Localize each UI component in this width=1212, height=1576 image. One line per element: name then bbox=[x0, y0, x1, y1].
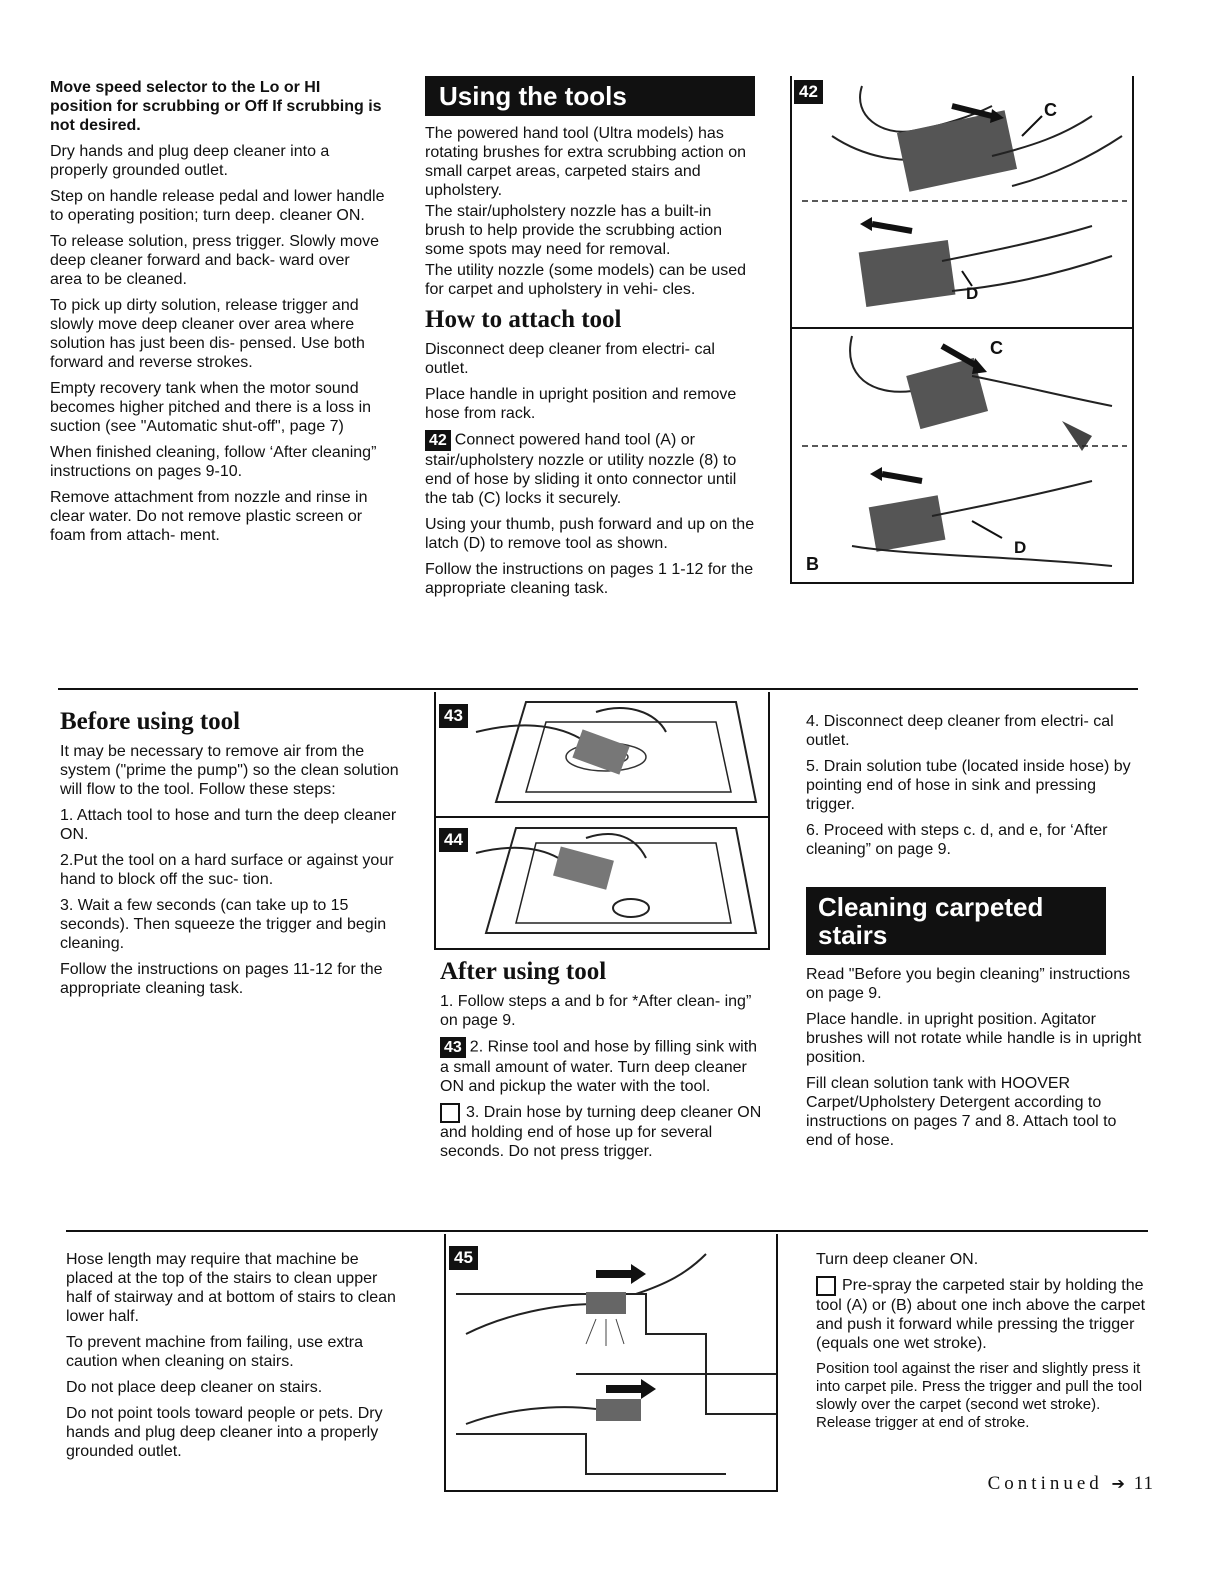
after-step-2-body: 2. Rinse tool and hose by filling sink with a small amount of water. Turn deep cleaner ON and pickup the water with the tool. bbox=[440, 1038, 758, 1095]
right-mid-column bbox=[806, 712, 1146, 1157]
figure-43 bbox=[434, 692, 770, 818]
figure-44-illustration bbox=[436, 818, 768, 948]
step-2-text: 2.Put the tool on a hard surface or against your hand to block off the suc- tion. bbox=[60, 852, 394, 888]
step-4-text: 4. Disconnect deep cleaner from electri- cal outlet. bbox=[806, 713, 1114, 749]
section-divider-2 bbox=[66, 1230, 1148, 1232]
after-using-tool-heading: After using tool bbox=[440, 958, 607, 985]
figure-45 bbox=[444, 1234, 778, 1492]
prevent-falling-text: To prevent machine from failing, use extra caution when cleaning on stairs. bbox=[66, 1334, 364, 1370]
plug-in-text: Dry hands and plug deep cleaner into a properly grounded outlet. bbox=[50, 143, 330, 179]
fig-42-ref-badge: 42 bbox=[425, 430, 451, 451]
prime-pump-text: It may be necessary to remove air from the system ("prime the pump") so the clean solution will flow to the tool. Follow these steps: bbox=[60, 743, 399, 798]
page-number: 11 bbox=[1133, 1473, 1154, 1494]
left-mid-column bbox=[60, 708, 400, 1005]
remove-attachment-text: Remove attachment from nozzle and rinse in clear water. Do not remove plastic screen or foam from attach- ment. bbox=[50, 489, 368, 544]
step-6-text: 6. Proceed with steps c. d, and e, for ‘After cleaning” on page 9. bbox=[806, 822, 1108, 858]
step-5-text: 5. Drain solution tube (located inside hose) by pointing end of hose in sink and pressing trigger. bbox=[806, 758, 1131, 813]
continued-label: Continued bbox=[987, 1473, 1103, 1494]
follow-instructions-text: Follow the instructions on pages 1 1-12 for the appropriate cleaning task. bbox=[425, 561, 754, 597]
fill-tank-text: Fill clean solution tank with HOOVER Carpet/Upholstery Detergent according to instructions on pages 7 and 8. Attach tool to end of hose. bbox=[806, 1075, 1117, 1149]
fig42-label-c2: C bbox=[990, 338, 1003, 358]
figure-45-number: 45 bbox=[449, 1246, 478, 1270]
figure-44 bbox=[434, 816, 770, 950]
after-step-2-text bbox=[440, 1037, 770, 1096]
release-solution-text: To release solution, press trigger. Slowly move deep cleaner forward and back- ward over area to be cleaned. bbox=[50, 233, 380, 288]
connect-tool-text bbox=[425, 430, 755, 508]
when-finished-text: When finished cleaning, follow ‘After cleaning” instructions on pages 9-10. bbox=[50, 444, 377, 480]
before-using-tool-heading: Before using tool bbox=[60, 708, 241, 735]
position-tool-text: Position tool against the riser and slightly press it into carpet pile. Press the trigger and pull the tool slowly over the carpet (second wet stroke). Release trigger at end of stroke. bbox=[816, 1360, 1143, 1431]
fig-44-ref-icon bbox=[440, 1103, 460, 1123]
page-footer bbox=[988, 1473, 1154, 1495]
figure-44-number: 44 bbox=[439, 828, 468, 852]
using-tools-banner: Using the tools bbox=[425, 76, 755, 116]
figure-42-illustration bbox=[792, 76, 1132, 582]
fig-43-ref-badge: 43 bbox=[440, 1037, 466, 1058]
disconnect-text: Disconnect deep cleaner from electri- cal outlet. bbox=[425, 341, 715, 377]
fig42-label-d2: D bbox=[1014, 538, 1027, 557]
latch-text: Using your thumb, push forward and up on the latch (D) to remove tool as shown. bbox=[425, 516, 755, 552]
read-before-text: Read "Before you begin cleaning” instructions on page 9. bbox=[806, 966, 1131, 1002]
mid-top-column bbox=[425, 76, 755, 605]
right-bot-column bbox=[816, 1250, 1146, 1439]
left-bot-column bbox=[66, 1250, 404, 1468]
do-not-place-text: Do not place deep cleaner on stairs. bbox=[66, 1379, 323, 1396]
turn-on-text: Turn deep cleaner ON. bbox=[816, 1251, 979, 1268]
figure-45-illustration bbox=[446, 1234, 776, 1490]
section-divider-1 bbox=[58, 688, 1138, 690]
cleaning-stairs-banner: Cleaning carpeted stairs bbox=[806, 887, 1106, 955]
fig42-label-b: B bbox=[806, 554, 819, 574]
follow-instructions-2-text: Follow the instructions on pages 11-12 for the appropriate cleaning task. bbox=[60, 961, 383, 997]
speed-selector-text: Move speed selector to the Lo or HI position for scrubbing or Off If scrubbing is not desired. bbox=[50, 79, 382, 134]
after-step-3-text bbox=[440, 1103, 770, 1161]
step-3-text: 3. Wait a few seconds (can take up to 15 seconds). Then squeeze the trigger and begin cleaning. bbox=[60, 897, 387, 952]
figure-42-number: 42 bbox=[794, 80, 823, 104]
pre-spray-text bbox=[816, 1276, 1146, 1353]
place-handle-2-text: Place handle. in upright position. Agitator brushes will not rotate while handle is in upright position. bbox=[806, 1011, 1142, 1066]
left-top-column bbox=[50, 78, 385, 552]
do-not-point-text: Do not point tools toward people or pets. Dry hands and plug deep cleaner into a properly grounded outlet. bbox=[66, 1405, 383, 1460]
pick-up-solution-text: To pick up dirty solution, release trigger and slowly move deep cleaner over area where solution has just been dis- pensed. Use both forward and reverse strokes. bbox=[50, 297, 365, 371]
figure-43-illustration bbox=[436, 692, 768, 816]
after-step-1-text: 1. Follow steps a and b for *After clean- ing” on page 9. bbox=[440, 993, 752, 1029]
fig42-label-d1: D bbox=[966, 284, 979, 303]
fig-45-ref-icon bbox=[816, 1276, 836, 1296]
mid-mid-column bbox=[440, 958, 770, 1168]
continued-arrow-icon: ➔ bbox=[1111, 1474, 1125, 1493]
after-step-3-body: 3. Drain hose by turning deep cleaner ON and holding end of hose up for several seconds. Do not press trigger. bbox=[440, 1104, 762, 1160]
figure-43-number: 43 bbox=[439, 704, 468, 728]
handle-release-text: Step on handle release pedal and lower handle to operating position; turn deep. cleaner ON. bbox=[50, 188, 385, 224]
stair-nozzle-text: The stair/upholstery nozzle has a built-in brush to help provide the scrubbing action some spots may need for removal. bbox=[425, 203, 723, 258]
pre-spray-body: Pre-spray the carpeted stair by holding the tool (A) or (B) about one inch above the carpet and push it forward while pressing the trigger (equals one wet stroke). bbox=[816, 1277, 1146, 1352]
fig42-label-c1: C bbox=[1044, 100, 1057, 120]
step-1-text: 1. Attach tool to hose and turn the deep cleaner ON. bbox=[60, 807, 397, 843]
place-handle-text: Place handle in upright position and remove hose from rack. bbox=[425, 386, 737, 422]
connect-tool-body: Connect powered hand tool (A) or stair/upholstery nozzle or utility nozzle (8) to end of hose by sliding it onto connector until the tab (C) locks it securely. bbox=[425, 431, 737, 507]
attach-tool-heading: How to attach tool bbox=[425, 306, 622, 333]
empty-tank-text: Empty recovery tank when the motor sound becomes higher pitched and there is a loss in suction (see "Automatic shut-off", page 7) bbox=[50, 380, 372, 435]
hose-length-text: Hose length may require that machine be placed at the top of the stairs to clean upper half of stairway and at bottom of stairs to clean lower half. bbox=[66, 1251, 396, 1325]
utility-nozzle-text: The utility nozzle (some models) can be used for carpet and upholstery in vehi- cles. bbox=[425, 262, 747, 298]
powered-tool-text: The powered hand tool (Ultra models) has rotating brushes for extra scrubbing action on small carpet areas, carpeted stairs and upholstery. bbox=[425, 125, 747, 199]
figure-42 bbox=[790, 76, 1134, 584]
